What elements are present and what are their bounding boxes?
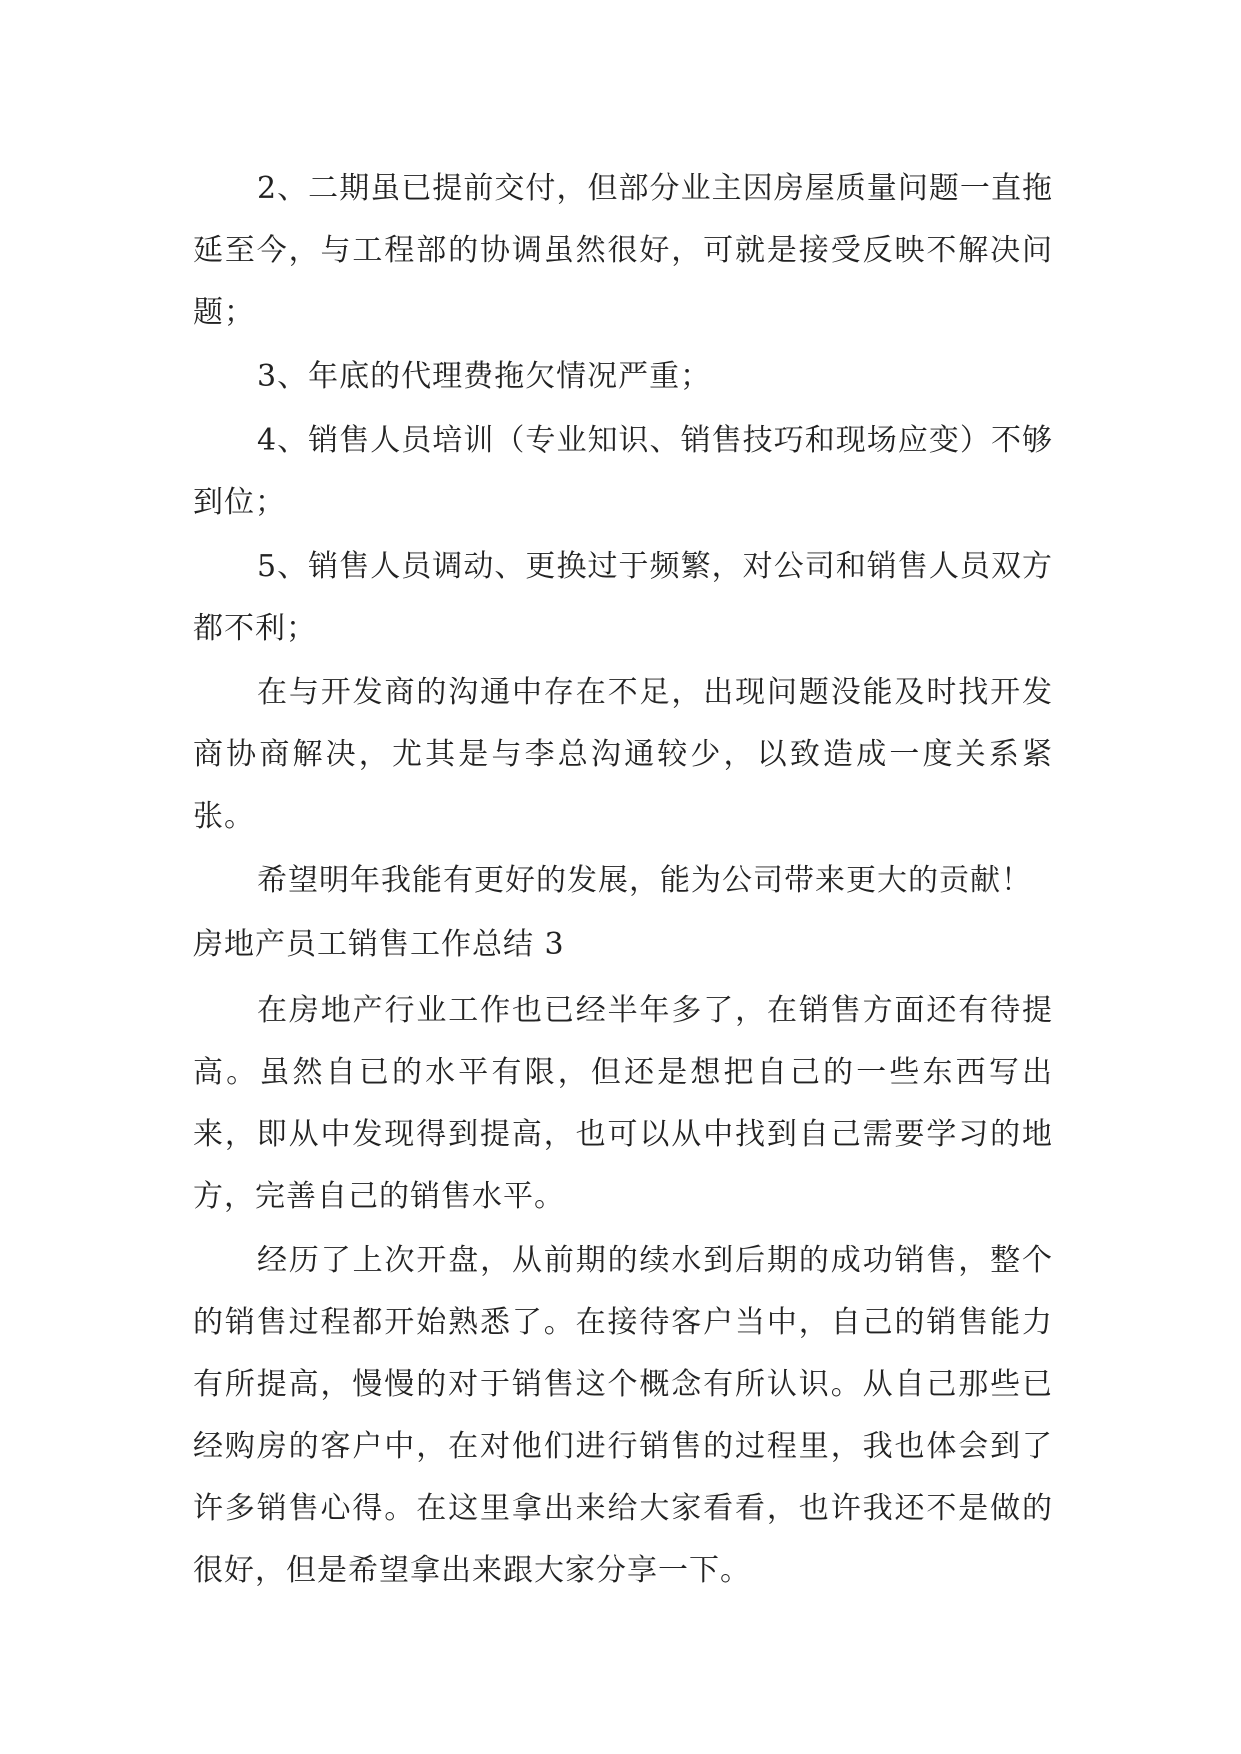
paragraph-hope: 希望明年我能有更好的发展，能为公司带来更大的贡献！ [257, 863, 1032, 898]
paragraph-item-4: 4、销售人员培训（专业知识、销售技巧和现场应变）不够到位； [193, 423, 1053, 520]
paragraph-item-3: 3、年底的代理费拖欠情况严重； [257, 359, 712, 394]
paragraph-experience: 经历了上次开盘，从前期的续水到后期的成功销售，整个的销售过程都开始熟悉了。在接待客户当中，自己的销售能力有所提高，慢慢的对于销售这个概念有所认识。从自己那些已经购房的客户中，在对他们进行销售的过程里，我也体会到了许多销售心得。在这里拿出来给大家看看，也许我还不是做的很好，但是希望拿出来跟大家分享一下。 [193, 1243, 1053, 1588]
section-heading: 房地产员工销售工作总结 3 [193, 927, 565, 962]
paragraph-developer-communication: 在与开发商的沟通中存在不足，出现问题没能及时找开发商协商解决，尤其是与李总沟通较少，以致造成一度关系紧张。 [193, 675, 1053, 834]
document-body [193, 158, 1053, 1604]
paragraph-intro: 在房地产行业工作也已经半年多了，在销售方面还有待提高。虽然自已的水平有限，但还是想把自己的一些东西写出来，即从中发现得到提高，也可以从中找到自己需要学习的地方，完善自己的销售水平。 [193, 993, 1053, 1214]
paragraph-item-2: 2、二期虽已提前交付，但部分业主因房屋质量问题一直拖延至今，与工程部的协调虽然很好，可就是接受反映不解决问题； [193, 171, 1053, 330]
paragraph-item-5: 5、销售人员调动、更换过于频繁，对公司和销售人员双方都不利； [193, 549, 1053, 646]
